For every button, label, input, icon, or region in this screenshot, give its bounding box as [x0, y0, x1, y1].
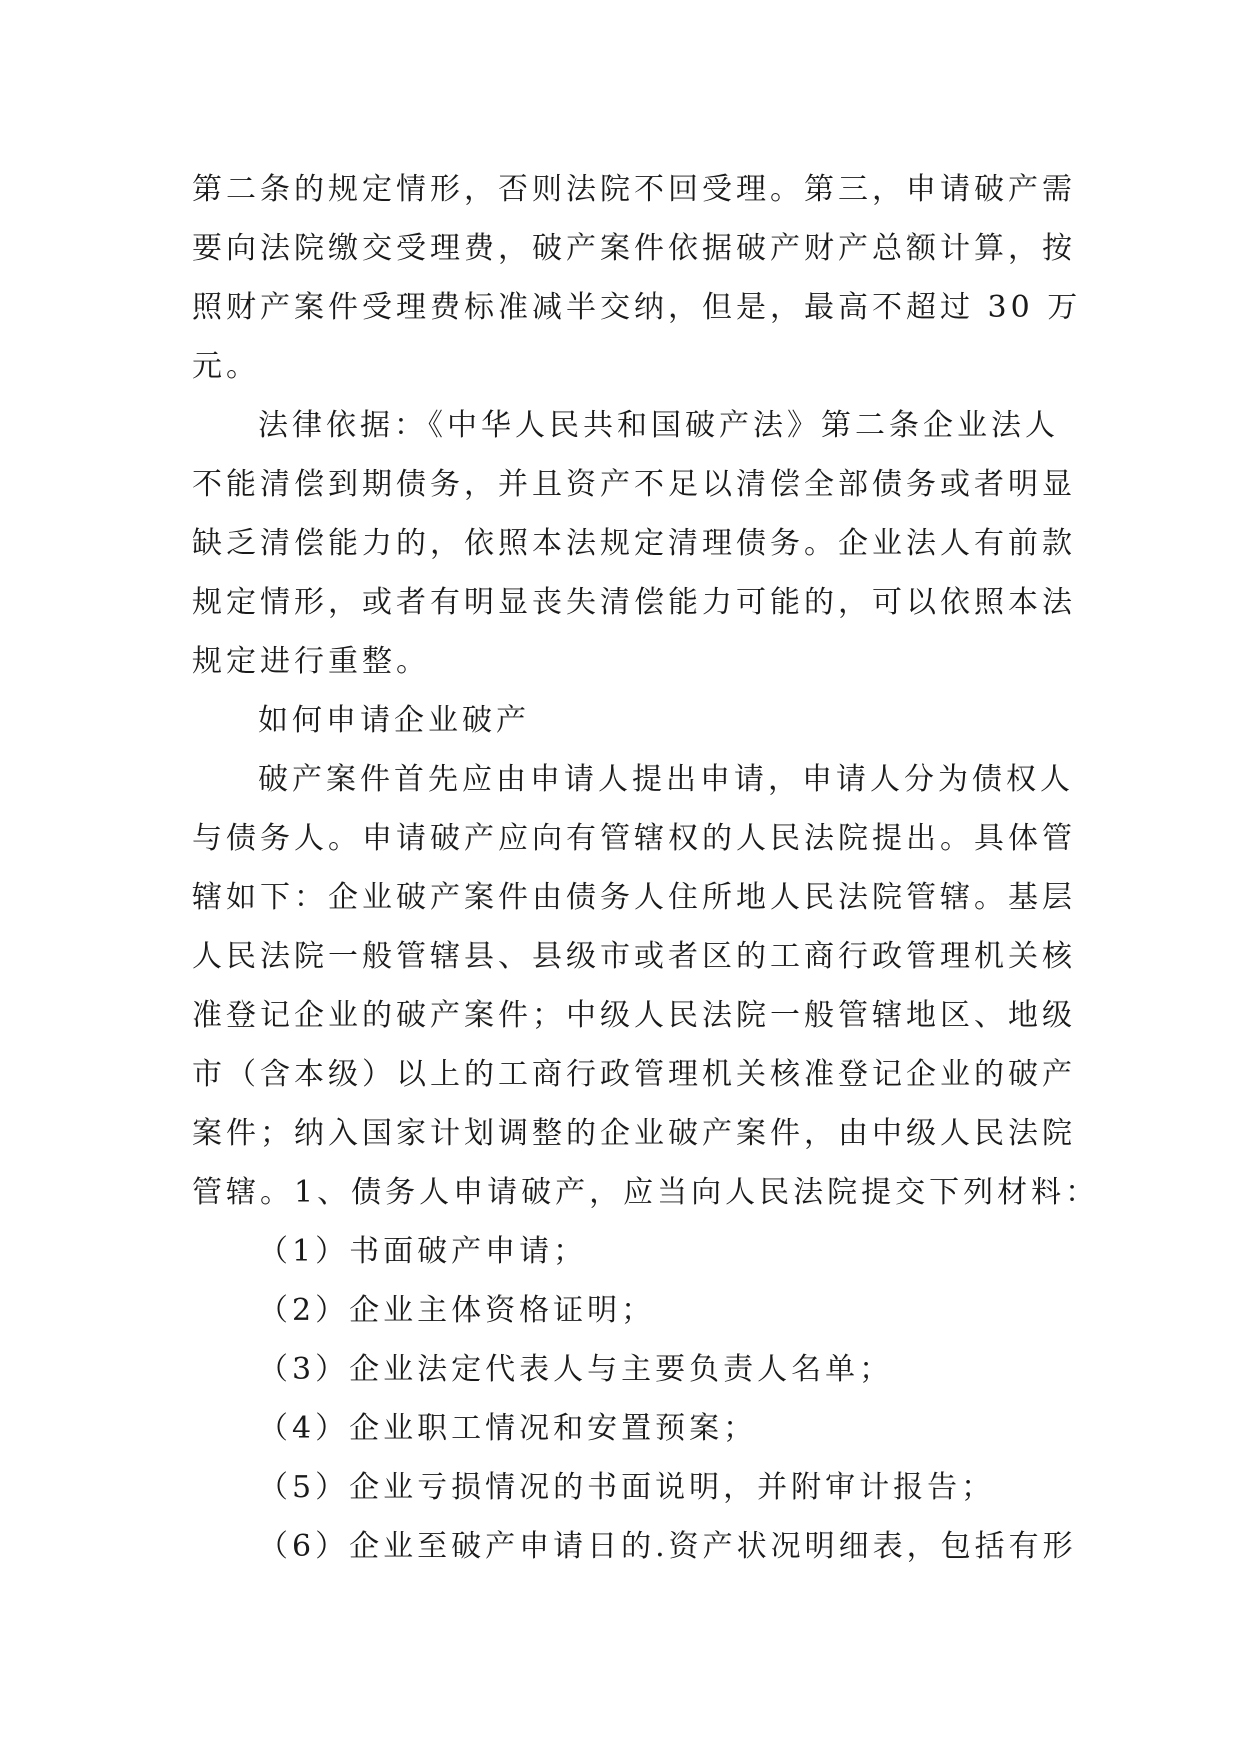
material-item: （4）企业职工情况和安置预案；: [258, 1411, 758, 1446]
material-item: （1）书面破产申请；: [258, 1234, 588, 1269]
section-heading: 如何申请企业破产: [258, 703, 530, 738]
paragraph-line: 照财产案件受理费标准减半交纳，但是，最高不超过 30 万: [192, 290, 1082, 325]
paragraph-line: 要向法院缴交受理费，破产案件依据破产财产总额计算，按: [192, 231, 1076, 266]
procedure-line: 管辖。1、债务人申请破产，应当向人民法院提交下列材料：: [192, 1175, 1100, 1210]
legal-basis-line: 规定情形，或者有明显丧失清偿能力可能的，可以依照本法: [192, 585, 1076, 620]
procedure-line: 市（含本级）以上的工商行政管理机关核准登记企业的破产: [192, 1057, 1076, 1092]
material-item: （2）企业主体资格证明；: [258, 1293, 656, 1328]
procedure-line: 辖如下：企业破产案件由债务人住所地人民法院管辖。基层: [192, 880, 1076, 915]
procedure-line: 与债务人。申请破产应向有管辖权的人民法院提出。具体管: [192, 821, 1076, 856]
paragraph-line: 第二条的规定情形，否则法院不回受理。第三，申请破产需: [192, 172, 1076, 207]
document-body: [192, 160, 1100, 1576]
paragraph-line: 元。: [192, 349, 260, 384]
procedure-line: 破产案件首先应由申请人提出申请，申请人分为债权人: [258, 762, 1074, 797]
material-item: （5）企业亏损情况的书面说明，并附审计报告；: [258, 1470, 996, 1505]
legal-basis-line: 法律依据：《中华人民共和国破产法》第二条企业法人: [258, 408, 1059, 443]
material-item: （6）企业至破产申请日的.资产状况明细表，包括有形: [258, 1529, 1077, 1564]
procedure-line: 人民法院一般管辖县、县级市或者区的工商行政管理机关核: [192, 939, 1076, 974]
legal-basis-line: 缺乏清偿能力的，依照本法规定清理债务。企业法人有前款: [192, 526, 1076, 561]
material-item: （3）企业法定代表人与主要负责人名单；: [258, 1352, 894, 1387]
legal-basis-line: 规定进行重整。: [192, 644, 430, 679]
procedure-line: 案件；纳入国家计划调整的企业破产案件，由中级人民法院: [192, 1116, 1076, 1151]
procedure-line: 准登记企业的破产案件；中级人民法院一般管辖地区、地级: [192, 998, 1076, 1033]
legal-basis-line: 不能清偿到期债务，并且资产不足以清偿全部债务或者明显: [192, 467, 1076, 502]
